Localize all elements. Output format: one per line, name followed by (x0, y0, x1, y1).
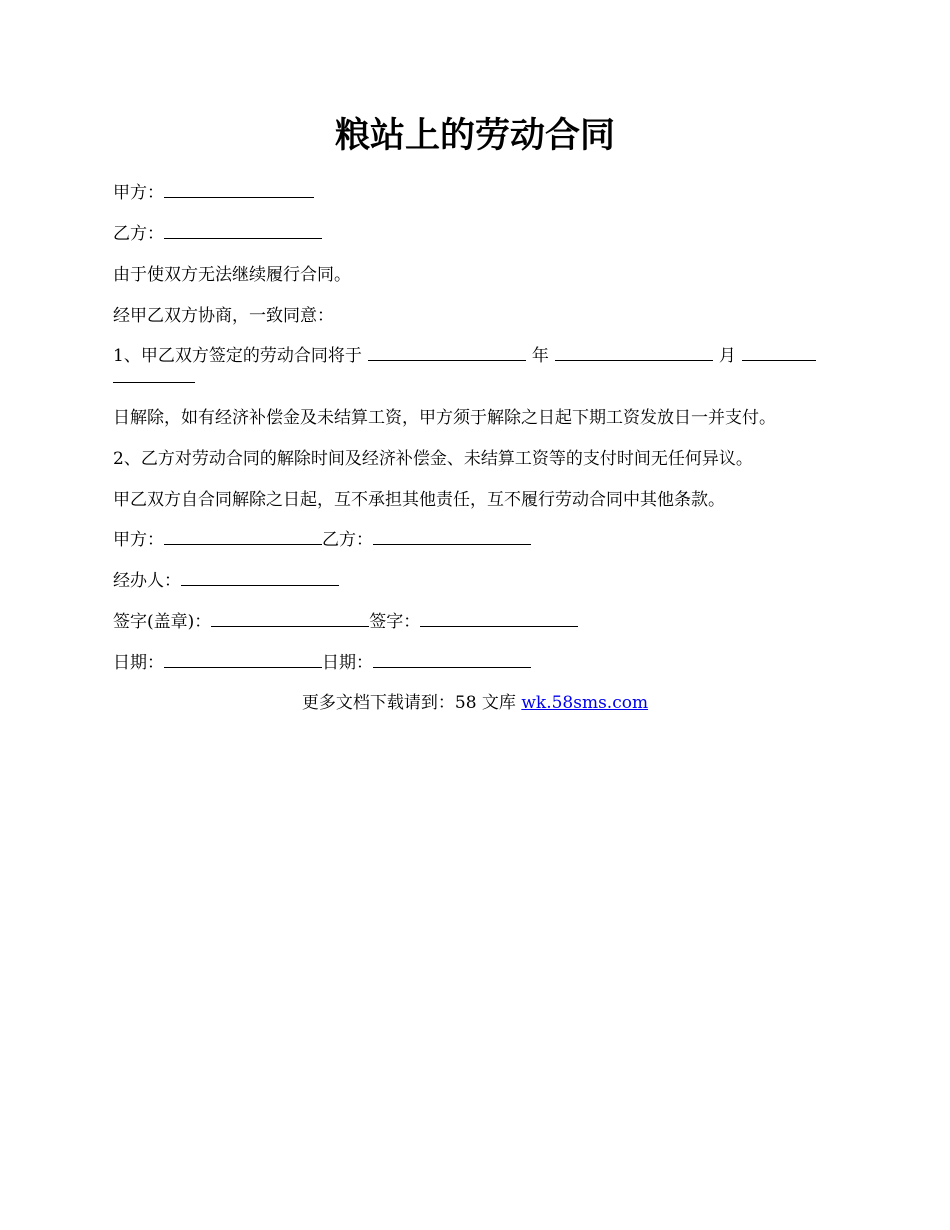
handler-line (113, 569, 339, 593)
seal-label: 签字(盖章)： (113, 612, 212, 632)
signature-label: 签字： (369, 612, 421, 632)
party-a-label: 甲方： (113, 183, 164, 203)
handler-label: 经办人： (113, 571, 181, 591)
sign-party-a-blank (164, 528, 322, 545)
handler-blank (181, 569, 339, 586)
sign-party-b-label: 乙方： (322, 530, 373, 550)
agreement-intro: 经甲乙双方协商，一致同意： (113, 306, 334, 326)
reason-text: 由于使双方无法继续履行合同。 (113, 265, 351, 285)
signature-blank (420, 610, 578, 627)
clause-2: 2、乙方对劳动合同的解除时间及经济补偿金、未结算工资等的支付时间无任何异议。 (113, 449, 753, 469)
clause-1-wrap-line (113, 366, 195, 390)
date-blank-a (164, 651, 322, 668)
party-b-label: 乙方： (113, 224, 164, 244)
signature-parties-line (113, 528, 531, 552)
party-b-blank (164, 222, 322, 239)
year-label: 年 (531, 346, 549, 366)
date-label-a: 日期： (113, 653, 164, 673)
day-blank-part2 (113, 366, 195, 383)
day-blank-part1 (742, 344, 816, 361)
party-a-line (113, 181, 314, 205)
seal-blank (211, 610, 369, 627)
footer-link[interactable]: wk.58sms.com (521, 693, 649, 713)
clause-3: 甲乙双方自合同解除之日起，互不承担其他责任，互不履行劳动合同中其他条款。 (113, 490, 725, 510)
month-label: 月 (718, 346, 736, 366)
sign-party-a-label: 甲方： (113, 530, 164, 550)
footer (0, 691, 950, 715)
date-label-b: 日期： (322, 653, 373, 673)
seal-line (113, 610, 578, 634)
clause-1-prefix: 1、甲乙双方签定的劳动合同将于 (113, 346, 362, 366)
date-line (113, 651, 531, 675)
party-a-blank (164, 181, 314, 198)
sign-party-b-blank (373, 528, 531, 545)
clause-1-line (113, 344, 816, 368)
footer-text: 更多文档下载请到：58 文库 (301, 693, 516, 713)
date-blank-b (373, 651, 531, 668)
month-blank (555, 344, 713, 361)
year-blank (368, 344, 526, 361)
party-b-line (113, 222, 322, 246)
document-title: 粮站上的劳动合同 (334, 115, 615, 156)
clause-1-continuation: 日解除，如有经济补偿金及未结算工资，甲方须于解除之日起下期工资发放日一并支付。 (113, 408, 776, 428)
